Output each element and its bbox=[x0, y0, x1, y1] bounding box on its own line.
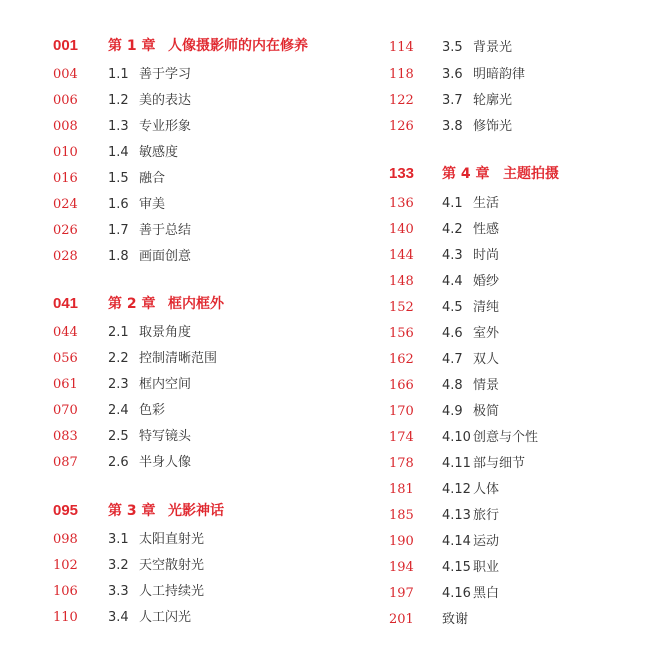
page-number: 016 bbox=[53, 171, 78, 186]
page-number: 178 bbox=[389, 456, 414, 471]
page-number: 197 bbox=[389, 586, 414, 601]
section-number: 4.4 bbox=[442, 274, 463, 289]
page-number: 070 bbox=[53, 403, 78, 418]
section-number: 4.5 bbox=[442, 300, 463, 315]
section-title: 色彩 bbox=[139, 403, 166, 418]
page-number: 056 bbox=[53, 351, 78, 366]
section-title: 婚纱 bbox=[473, 274, 500, 289]
section-title: 太阳直射光 bbox=[139, 532, 205, 547]
chapter-title: 主题拍摄 bbox=[503, 166, 559, 182]
section-title: 善于学习 bbox=[139, 67, 192, 82]
section-title: 极简 bbox=[473, 404, 500, 419]
page-number: 190 bbox=[389, 534, 414, 549]
section-number: 4.6 bbox=[442, 326, 463, 341]
section-number: 1.1 bbox=[108, 67, 129, 82]
section-title: 专业形象 bbox=[139, 119, 192, 134]
section-number: 2.2 bbox=[108, 351, 129, 366]
page-number: 010 bbox=[53, 145, 78, 160]
section-number: 2.3 bbox=[108, 377, 129, 392]
page-number: 144 bbox=[389, 248, 414, 263]
section-title: 人体 bbox=[473, 482, 500, 497]
page-number: 061 bbox=[53, 377, 78, 392]
page-number: 140 bbox=[389, 222, 414, 237]
section-title: 天空散射光 bbox=[139, 558, 205, 573]
page-number: 181 bbox=[389, 482, 414, 497]
section-title: 旅行 bbox=[473, 508, 500, 523]
page-number: 001 bbox=[53, 37, 79, 54]
section-number: 4.12 bbox=[442, 482, 471, 497]
section-title: 善于总结 bbox=[139, 223, 192, 238]
section-title: 轮廓光 bbox=[473, 93, 513, 108]
page-number: 098 bbox=[53, 532, 78, 547]
page-number: 122 bbox=[389, 93, 414, 108]
section-title: 致谢 bbox=[442, 612, 469, 627]
section-title: 审美 bbox=[139, 197, 166, 212]
page-number: 133 bbox=[389, 165, 415, 182]
section-number: 4.14 bbox=[442, 534, 471, 549]
section-title: 背景光 bbox=[473, 40, 513, 55]
page-number: 041 bbox=[53, 295, 79, 312]
section-number: 3.7 bbox=[442, 93, 463, 108]
section-title: 运动 bbox=[473, 534, 500, 549]
section-title: 清纯 bbox=[473, 300, 500, 315]
page-number: 162 bbox=[389, 352, 414, 367]
chapter-title: 框内框外 bbox=[168, 296, 224, 312]
section-number: 1.5 bbox=[108, 171, 129, 186]
section-number: 2.5 bbox=[108, 429, 129, 444]
section-number: 4.16 bbox=[442, 586, 471, 601]
page-number: 006 bbox=[53, 93, 78, 108]
page-number: 004 bbox=[53, 67, 78, 82]
section-number: 1.3 bbox=[108, 119, 129, 134]
page-number: 185 bbox=[389, 508, 414, 523]
section-title: 黑白 bbox=[473, 586, 500, 601]
section-number: 1.4 bbox=[108, 145, 129, 160]
section-number: 2.6 bbox=[108, 455, 129, 470]
section-title: 职业 bbox=[473, 560, 500, 575]
section-title: 半身人像 bbox=[139, 455, 192, 470]
page-number: 114 bbox=[389, 40, 414, 55]
section-number: 4.3 bbox=[442, 248, 463, 263]
chapter-number: 第 2 章 bbox=[108, 296, 156, 312]
page-number: 102 bbox=[53, 558, 78, 573]
chapter-number: 第 3 章 bbox=[108, 503, 156, 519]
section-title: 生活 bbox=[473, 196, 500, 211]
page-number: 008 bbox=[53, 119, 78, 134]
section-title: 时尚 bbox=[473, 248, 500, 263]
section-title: 框内空间 bbox=[139, 377, 192, 392]
section-title: 创意与个性 bbox=[473, 430, 539, 445]
section-number: 3.1 bbox=[108, 532, 129, 547]
chapter-title: 人像摄影师的内在修养 bbox=[168, 38, 308, 54]
section-title: 部与细节 bbox=[473, 456, 526, 471]
section-title: 情景 bbox=[473, 378, 500, 393]
chapter-title: 光影神话 bbox=[168, 503, 224, 519]
section-title: 人工持续光 bbox=[139, 584, 205, 599]
section-number: 4.8 bbox=[442, 378, 463, 393]
section-title: 控制清晰范围 bbox=[139, 351, 218, 366]
page-number: 044 bbox=[53, 325, 78, 340]
section-title: 融合 bbox=[139, 171, 166, 186]
page-number: 194 bbox=[389, 560, 414, 575]
section-number: 3.8 bbox=[442, 119, 463, 134]
section-number: 3.3 bbox=[108, 584, 129, 599]
chapter-number: 第 1 章 bbox=[108, 38, 156, 54]
page-number: 166 bbox=[389, 378, 414, 393]
section-title: 画面创意 bbox=[139, 249, 192, 264]
page-number: 148 bbox=[389, 274, 414, 289]
section-number: 1.6 bbox=[108, 197, 129, 212]
section-title: 美的表达 bbox=[139, 93, 192, 108]
page-number: 024 bbox=[53, 197, 78, 212]
section-title: 修饰光 bbox=[473, 119, 513, 134]
section-number: 4.1 bbox=[442, 196, 463, 211]
page-number: 126 bbox=[389, 119, 414, 134]
page-number: 152 bbox=[389, 300, 414, 315]
page-number: 170 bbox=[389, 404, 414, 419]
section-number: 3.4 bbox=[108, 610, 129, 625]
page-number: 028 bbox=[53, 249, 78, 264]
section-number: 2.1 bbox=[108, 325, 129, 340]
chapter-number: 第 4 章 bbox=[442, 166, 490, 182]
section-title: 室外 bbox=[473, 326, 500, 341]
section-number: 4.11 bbox=[442, 456, 471, 471]
section-number: 3.2 bbox=[108, 558, 129, 573]
page-number: 156 bbox=[389, 326, 414, 341]
page-number: 110 bbox=[53, 610, 78, 625]
section-title: 明暗韵律 bbox=[473, 67, 526, 82]
page-number: 201 bbox=[389, 612, 414, 627]
section-title: 敏感度 bbox=[139, 145, 179, 160]
section-number: 4.15 bbox=[442, 560, 471, 575]
page-number: 136 bbox=[389, 196, 414, 211]
section-number: 4.2 bbox=[442, 222, 463, 237]
section-title: 人工闪光 bbox=[139, 610, 192, 625]
section-number: 4.10 bbox=[442, 430, 471, 445]
section-title: 性感 bbox=[473, 222, 500, 237]
page-number: 026 bbox=[53, 223, 78, 238]
section-number: 3.5 bbox=[442, 40, 463, 55]
section-title: 特写镜头 bbox=[139, 429, 192, 444]
page-number: 087 bbox=[53, 455, 78, 470]
section-number: 4.13 bbox=[442, 508, 471, 523]
section-number: 4.7 bbox=[442, 352, 463, 367]
section-title: 双人 bbox=[473, 352, 500, 367]
page-number: 083 bbox=[53, 429, 78, 444]
section-number: 1.7 bbox=[108, 223, 129, 238]
section-number: 1.2 bbox=[108, 93, 129, 108]
page-number: 106 bbox=[53, 584, 78, 599]
section-number: 3.6 bbox=[442, 67, 463, 82]
section-number: 1.8 bbox=[108, 249, 129, 264]
section-number: 2.4 bbox=[108, 403, 129, 418]
page-number: 118 bbox=[389, 67, 414, 82]
section-title: 取景角度 bbox=[139, 325, 192, 340]
page-number: 174 bbox=[389, 430, 414, 445]
section-number: 4.9 bbox=[442, 404, 463, 419]
page-number: 095 bbox=[53, 502, 79, 519]
